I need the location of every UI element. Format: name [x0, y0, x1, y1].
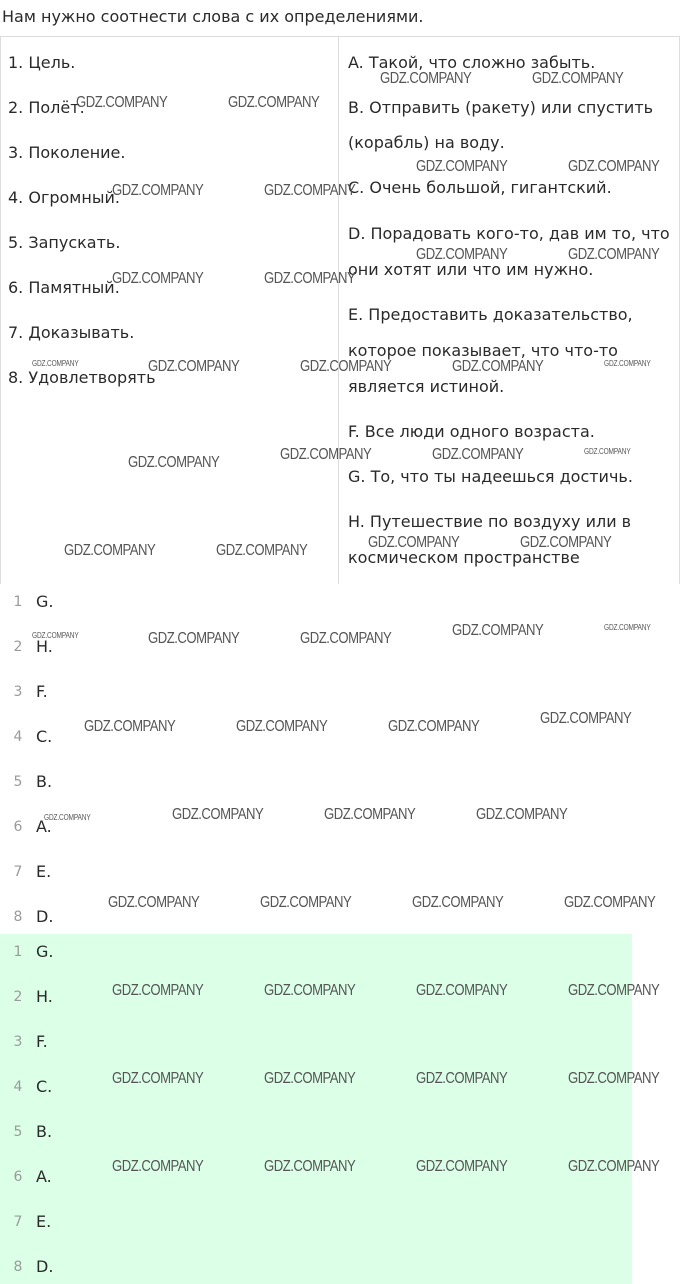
matching-table: [0, 36, 680, 584]
word-item: 1. Цель.: [8, 53, 76, 72]
answer-number: 1: [13, 944, 23, 960]
answer-letter: B.: [36, 772, 53, 791]
watermark: GDZ.COMPANY: [388, 718, 480, 735]
answer-letter: E.: [36, 862, 52, 881]
watermark: GDZ.COMPANY: [416, 246, 508, 263]
answer-number: 4: [13, 1079, 23, 1095]
definition-line: которое показывает, что что-то: [348, 341, 618, 360]
watermark: GDZ.COMPANY: [112, 270, 204, 287]
watermark: GDZ.COMPANY: [568, 1070, 660, 1087]
word-item: 7. Доказывать.: [8, 323, 135, 342]
watermark: GDZ.COMPANY: [584, 447, 631, 456]
watermark: GDZ.COMPANY: [228, 94, 320, 111]
definition-line: A. Такой, что сложно забыть.: [348, 53, 596, 72]
watermark: GDZ.COMPANY: [432, 446, 524, 463]
definition-line: космическом пространстве: [348, 548, 580, 567]
answer-number: 2: [13, 639, 23, 655]
table-border-divider: [338, 36, 339, 584]
watermark: GDZ.COMPANY: [300, 630, 392, 647]
watermark: GDZ.COMPANY: [300, 358, 392, 375]
answer-letter: B.: [36, 1122, 53, 1141]
watermark: GDZ.COMPANY: [216, 542, 308, 559]
answer-letter: C.: [36, 727, 53, 746]
watermark: GDZ.COMPANY: [416, 158, 508, 175]
watermark: GDZ.COMPANY: [412, 894, 504, 911]
word-item: 6. Памятный.: [8, 278, 120, 297]
watermark: GDZ.COMPANY: [32, 631, 79, 640]
watermark: GDZ.COMPANY: [452, 622, 544, 639]
answer-number: 8: [13, 1259, 23, 1275]
watermark: GDZ.COMPANY: [112, 1158, 204, 1175]
table-border-left: [0, 36, 1, 584]
answer-letter: F.: [36, 682, 48, 701]
watermark: GDZ.COMPANY: [148, 358, 240, 375]
watermark: GDZ.COMPANY: [568, 158, 660, 175]
watermark: GDZ.COMPANY: [32, 359, 79, 368]
watermark: GDZ.COMPANY: [476, 806, 568, 823]
table-border-top: [0, 36, 680, 37]
watermark: GDZ.COMPANY: [452, 358, 544, 375]
definition-line: H. Путешествие по воздуху или в: [348, 512, 632, 531]
watermark: GDZ.COMPANY: [368, 534, 460, 551]
watermark: GDZ.COMPANY: [264, 982, 356, 999]
answer-letter: A.: [36, 817, 52, 836]
answer-number: 6: [13, 1169, 23, 1185]
watermark: GDZ.COMPANY: [64, 542, 156, 559]
answer-letter: C.: [36, 1077, 53, 1096]
watermark: GDZ.COMPANY: [112, 182, 204, 199]
watermark: GDZ.COMPANY: [108, 894, 200, 911]
answer-number: 6: [13, 819, 23, 835]
watermark: GDZ.COMPANY: [416, 982, 508, 999]
answer-letter: D.: [36, 907, 54, 926]
watermark: GDZ.COMPANY: [380, 70, 472, 87]
answer-number: 1: [13, 594, 23, 610]
watermark: GDZ.COMPANY: [568, 1158, 660, 1175]
definition-line: является истиной.: [348, 377, 505, 396]
definition-line: G. То, что ты надеешься достичь.: [348, 467, 633, 486]
answer-list: [0, 584, 680, 934]
answer-number: 5: [13, 1124, 23, 1140]
watermark: GDZ.COMPANY: [112, 1070, 204, 1087]
watermark: GDZ.COMPANY: [236, 718, 328, 735]
watermark: GDZ.COMPANY: [416, 1070, 508, 1087]
definition-line: E. Предоставить доказательство,: [348, 305, 633, 324]
word-item: 5. Запускать.: [8, 233, 121, 252]
watermark: GDZ.COMPANY: [264, 1070, 356, 1087]
answer-number: 2: [13, 989, 23, 1005]
watermark: GDZ.COMPANY: [604, 623, 651, 632]
watermark: GDZ.COMPANY: [568, 982, 660, 999]
word-item: 3. Поколение.: [8, 143, 126, 162]
watermark: GDZ.COMPANY: [172, 806, 264, 823]
watermark: GDZ.COMPANY: [540, 710, 632, 727]
watermark: GDZ.COMPANY: [280, 446, 372, 463]
watermark: GDZ.COMPANY: [148, 630, 240, 647]
word-item: 8. Удовлетворять: [8, 368, 156, 387]
answer-list-highlighted: [0, 934, 632, 1284]
watermark: GDZ.COMPANY: [324, 806, 416, 823]
answer-letter: D.: [36, 1257, 54, 1276]
answer-letter: G.: [36, 942, 54, 961]
watermark: GDZ.COMPANY: [264, 182, 356, 199]
answer-letter: F.: [36, 1032, 48, 1051]
watermark: GDZ.COMPANY: [264, 270, 356, 287]
definition-line: D. Порадовать кого-то, дав им то, что: [348, 224, 670, 243]
definition-line: B. Отправить (ракету) или спустить: [348, 98, 654, 117]
definition-line: (корабль) на воду.: [348, 133, 505, 152]
word-item: 2. Полёт.: [8, 98, 85, 117]
answer-letter: E.: [36, 1212, 52, 1231]
answer-number: 3: [13, 1034, 23, 1050]
answer-letter: H.: [36, 987, 53, 1006]
watermark: GDZ.COMPANY: [76, 94, 168, 111]
answer-number: 3: [13, 684, 23, 700]
watermark: GDZ.COMPANY: [264, 1158, 356, 1175]
definition-line: они хотят или что им нужно.: [348, 260, 594, 279]
watermark: GDZ.COMPANY: [260, 894, 352, 911]
definition-line: C. Очень большой, гигантский.: [348, 178, 612, 197]
answer-number: 5: [13, 774, 23, 790]
watermark: GDZ.COMPANY: [84, 718, 176, 735]
watermark: GDZ.COMPANY: [520, 534, 612, 551]
watermark: GDZ.COMPANY: [568, 246, 660, 263]
answer-number: 4: [13, 729, 23, 745]
watermark: GDZ.COMPANY: [604, 359, 651, 368]
watermark: GDZ.COMPANY: [44, 813, 91, 822]
watermark: GDZ.COMPANY: [564, 894, 656, 911]
word-item: 4. Огромный.: [8, 188, 120, 207]
answer-letter: H.: [36, 637, 53, 656]
answer-number: 7: [13, 864, 23, 880]
watermark: GDZ.COMPANY: [128, 454, 220, 471]
watermark: GDZ.COMPANY: [416, 1158, 508, 1175]
task-intro: Нам нужно соотнести слова с их определениями.: [2, 7, 424, 26]
watermark: GDZ.COMPANY: [112, 982, 204, 999]
definition-line: F. Все люди одного возраста.: [348, 422, 595, 441]
answer-letter: G.: [36, 592, 54, 611]
answer-letter: A.: [36, 1167, 52, 1186]
answer-number: 7: [13, 1214, 23, 1230]
answer-number: 8: [13, 909, 23, 925]
watermark: GDZ.COMPANY: [532, 70, 624, 87]
